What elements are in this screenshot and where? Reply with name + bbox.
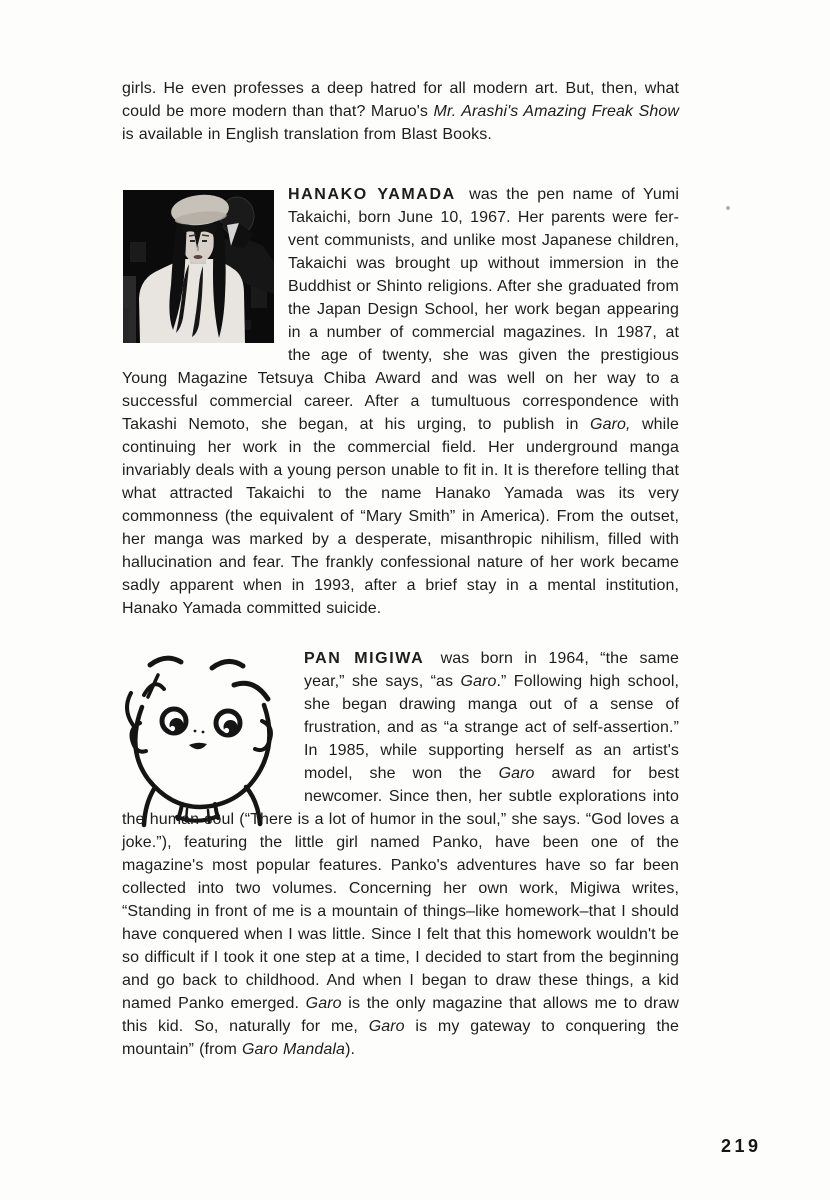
intro-paragraph	[122, 77, 679, 146]
hanako-paragraph-text: HANAKO YAMADA was the pen name of Yumi Takaichi, born June 10, 1967. Her parents were fervent communists, and unlike most Japanese children, Takaichi was brought up without immersion in the Buddhist or Shinto religions. After she graduated from the Japan Design School, her work began appearing in a number of commercial magazines. In 1987, at the age of twenty, she was given the prestigious Young Magazine Tetsuya Chiba Award and was well on her way to a successful commercial career. After a tumultuous correspondence with Takashi Nemoto, she began, at his urging, to publish in Garo, while continuing her work in the commercial field. Her underground manga invariably deals with a young person unable to fit in. It is therefore telling that what attracted Takaichi to the name Hanako Yamada was its very commonness (the equivalent of “Mary Smith” in America). From the outset, her manga was marked by a desperate, misanthropic nihilism, filled with hallucination and fear. The frankly confessional nature of her work became sadly apparent when in 1993, after a brief stay in a mental institution, Hanako Yamada committed suicide.	[122, 186, 679, 617]
page-number: 219	[721, 1136, 762, 1156]
hanako-photo-illustration	[123, 190, 274, 343]
section-hanako-yamada	[122, 183, 679, 620]
pan-paragraph-text: PAN MIGIWA was born in 1964, “the same year,” she says, “as Garo.” Following high school, she began drawing manga out of a sense of frustration, and as “a strange act of self-assertion.” In 1985, while supporting herself as an artist's model, she won the Garo award for best newcomer. Since then, her subtle explorations into the human soul (“There is a lot of humor in the soul,” she says. “God loves a joke.”), featuring the little girl named Panko, have been one of the magazine's most popular features. Panko's adventures have so far been collected into two volumes. Concerning her own work, Migiwa writes, “Standing in front of me is a mountain of things–like homework–that I should have conquered when I was little. Since I felt that this homework wouldn't be so difficult if I took it one step at a time, I decided to start from the beginning and go back to childhood. And when I began to draw these things, a kid named Panko emerged. Garo is the only magazine that allows me to draw this kid. So, naturally for me, Garo is my gateway to conquering the mountain” (from Garo Mandala).	[122, 650, 680, 1058]
intro-paragraph-text: girls. He even professes a deep hatred for all modern art. But, then, what could be more modern than that? Maruo's Mr. Arashi's Amazing Freak Show is available in English translation from Blast Books.	[122, 80, 680, 143]
scan-speck-artifact	[726, 206, 730, 210]
hanako-yamada-photo	[123, 190, 274, 343]
panko-cartoon-illustration	[118, 649, 278, 829]
panko-cartoon	[122, 649, 304, 807]
section-pan-migiwa	[122, 647, 679, 1061]
